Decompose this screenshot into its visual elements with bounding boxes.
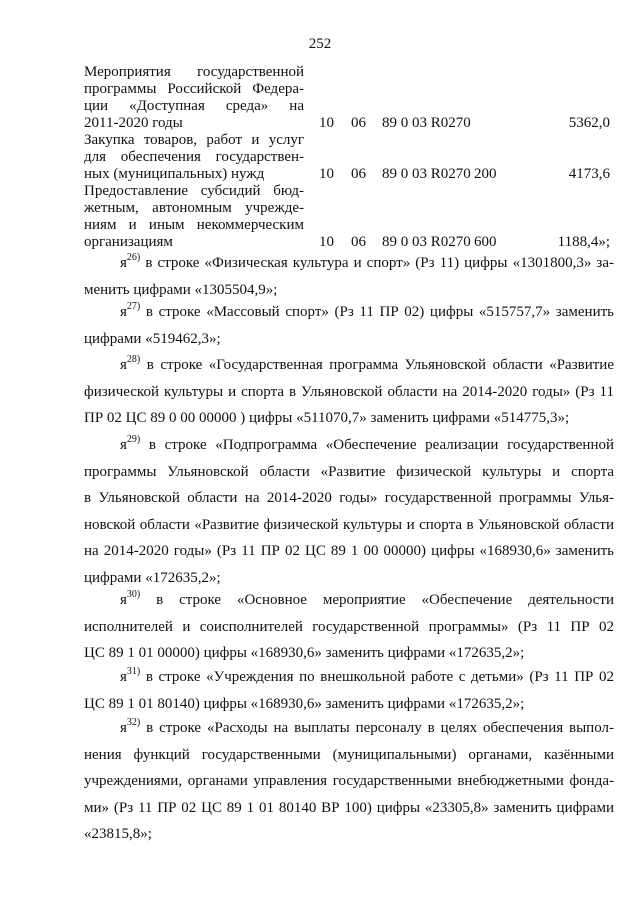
paragraph-line (84, 664, 614, 691)
item-number: 26) (126, 252, 141, 263)
budget-table-row (84, 183, 614, 251)
description-line: ниям и иным некоммерческим (84, 217, 304, 233)
description-line: 2011-2020 годы (84, 115, 183, 131)
row-description (84, 132, 304, 183)
item-number: 31) (126, 666, 141, 677)
target-item-code: 89 0 03 R0270 (382, 115, 471, 131)
row-description (84, 183, 304, 251)
subsection-code: 06 (351, 234, 366, 250)
item-marker: я (120, 592, 127, 608)
paragraph-line: менить цифрами «1305504,9»; (84, 281, 278, 298)
paragraph-line: ЦС 89 1 01 00000) цифры «168930,6» заменить цифрами «172635,2»; (84, 645, 525, 661)
item-marker: я (120, 304, 127, 320)
line-text: в строке «Государственная программа Ульяновской области «Развитие (140, 357, 614, 373)
paragraph-line: нения функций государственными (муниципальными) органами, казёнными (84, 746, 614, 763)
paragraph-line (84, 587, 614, 614)
paragraph-line: цифрами «172635,2»; (84, 569, 221, 586)
expense-type-code: 600 (474, 234, 497, 250)
amendment-paragraph (84, 432, 614, 591)
description-line: Мероприятия государственной (84, 64, 304, 80)
item-marker: я (120, 255, 127, 271)
item-marker: я (120, 720, 127, 736)
target-item-code: 89 0 03 R0270 (382, 166, 471, 182)
amendment-paragraph (84, 587, 614, 667)
paragraph-line: ЦС 89 1 01 80140) цифры «168930,6» заменить цифрами «172635,2»; (84, 695, 525, 712)
line-text: в строке «Учреждения по внешкольной работе с детьми» (Рз 11 ПР 02 (140, 669, 614, 685)
line-text: в строке «Основное мероприятие «Обеспечение деятельности (140, 592, 614, 608)
line-text: в строке «Массовый спорт» (Рз 11 ПР 02) цифры «515757,7» заменить (140, 304, 614, 320)
paragraph-line: в Ульяновской области на 2014-2020 годы» государственной программы Улья- (84, 490, 614, 506)
item-number: 29) (126, 434, 141, 445)
amount-value: 4173,6 (568, 166, 610, 182)
line-text: в строке «Расходы на выплаты персоналу в целях обеспечения выпол- (140, 720, 614, 736)
budget-table-row (84, 132, 614, 183)
amendment-paragraph (84, 715, 614, 848)
item-number: 30) (126, 589, 141, 600)
description-line: организациям (84, 234, 173, 250)
description-line: Закупка товаров, работ и услуг (84, 132, 304, 148)
paragraph-line: ПР 02 ЦС 89 0 00 00000 ) цифры «511070,7» заменить цифрами «514775,3»; (84, 410, 570, 426)
paragraph-line: «23815,8»; (84, 826, 152, 842)
amendment-paragraph (84, 299, 614, 352)
subsection-code: 06 (351, 166, 366, 182)
paragraph-line (84, 250, 614, 277)
section-code: 10 (319, 115, 334, 131)
line-text: в строке «Подпрограмма «Обеспечение реализации государственной (140, 437, 614, 453)
section-code: 10 (319, 166, 334, 182)
expense-type-code: 200 (474, 166, 497, 182)
paragraph-line: цифрами «519462,3»; (84, 330, 221, 347)
paragraph-line (84, 715, 614, 742)
paragraph-line: учреждениями, органами управления государственными внебюджетными фонда- (84, 773, 614, 789)
item-marker: я (120, 669, 127, 685)
item-marker: я (120, 357, 127, 373)
subsection-code: 06 (351, 115, 366, 131)
paragraph-line (84, 432, 614, 459)
paragraph-line: новской области «Развитие физической культуры и спорта в Ульяновской области (84, 516, 614, 533)
amount-value: 5362,0 (568, 115, 610, 131)
description-line: ных (муниципальных) нужд (84, 166, 265, 182)
paragraph-line: программы Ульяновской области «Развитие физической культуры и спорта (84, 463, 614, 480)
paragraph-line: физической культуры и спорта в Ульяновской области на 2014-2020 годы» (Рз 11 (84, 383, 614, 400)
paragraph-line: исполнителей и соисполнителей государственной программы» (Рз 11 ПР 02 (84, 618, 614, 635)
page-number: 252 (308, 36, 332, 52)
amendment-paragraph (84, 250, 614, 303)
row-description (84, 64, 304, 132)
item-number: 27) (126, 301, 141, 312)
description-line: Предоставление субсидий бюд- (84, 183, 304, 199)
description-line: программы Российской Федера- (84, 81, 304, 97)
amendment-paragraph (84, 352, 614, 432)
description-line: ции «Доступная среда» на (84, 98, 304, 114)
paragraph-line (84, 299, 614, 326)
section-code: 10 (319, 234, 334, 250)
item-number: 32) (126, 717, 141, 728)
target-item-code: 89 0 03 R0270 (382, 234, 471, 250)
item-marker: я (120, 437, 127, 453)
description-line: жетным, автономным учрежде- (84, 200, 304, 216)
line-text: в строке «Физическая культура и спорт» (Рз 11) цифры «1301800,3» за- (140, 255, 614, 271)
amount-value: 1188,4»; (557, 234, 610, 250)
paragraph-line: ми» (Рз 11 ПР 02 ЦС 89 1 01 80140 ВР 100) цифры «23305,8» заменить цифрами (84, 799, 614, 816)
amendment-paragraph (84, 664, 614, 717)
paragraph-line (84, 352, 614, 379)
paragraph-line: на 2014-2020 годы» (Рз 11 ПР 02 ЦС 89 1 00 00000) цифры «168930,6» заменить (84, 543, 614, 559)
budget-table-row (84, 64, 614, 132)
description-line: для обеспечения государствен- (84, 149, 304, 165)
item-number: 28) (126, 354, 141, 365)
